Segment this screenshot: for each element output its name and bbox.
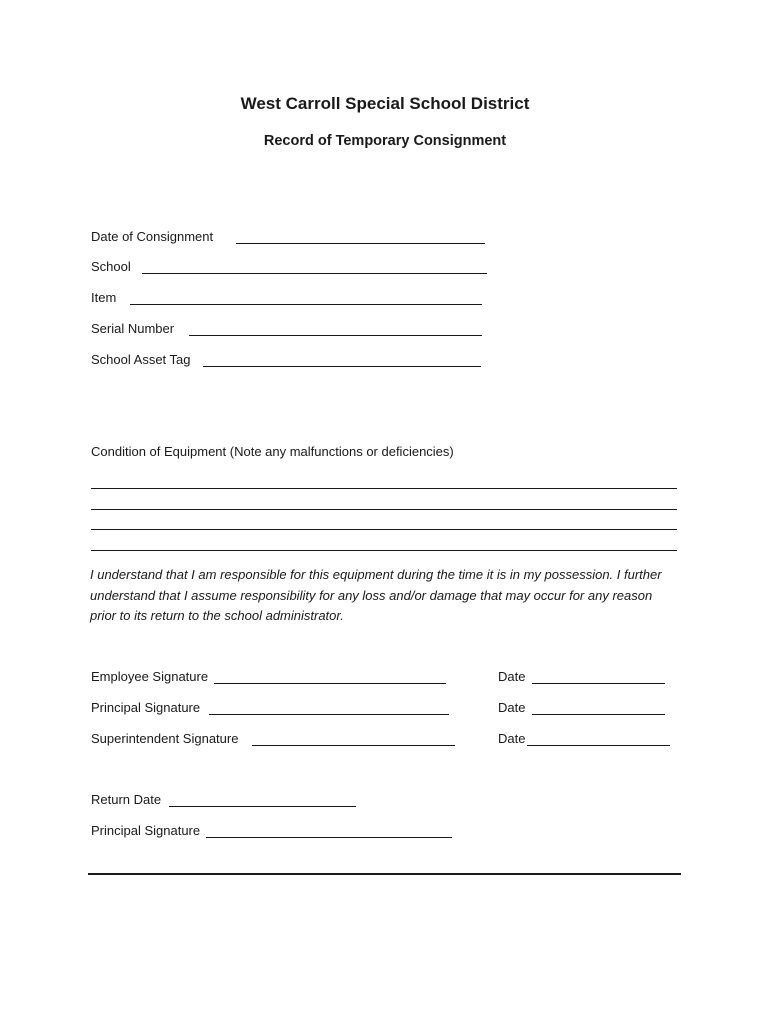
document-title: West Carroll Special School District bbox=[240, 94, 530, 113]
principal-signature-field[interactable] bbox=[209, 714, 449, 715]
serial-number-label: Serial Number bbox=[91, 321, 175, 336]
condition-line[interactable] bbox=[91, 529, 677, 530]
document-subtitle: Record of Temporary Consignment bbox=[263, 133, 507, 149]
principal-date-field[interactable] bbox=[532, 714, 665, 715]
condition-line[interactable] bbox=[91, 550, 677, 551]
principal-signature-label: Principal Signature bbox=[91, 700, 201, 715]
employee-date-field[interactable] bbox=[532, 683, 665, 684]
employee-signature-field[interactable] bbox=[214, 683, 446, 684]
return-date-label: Return Date bbox=[91, 792, 162, 807]
superintendent-date-label: Date bbox=[498, 731, 526, 746]
school-label: School bbox=[91, 259, 131, 274]
item-label: Item bbox=[91, 290, 117, 305]
school-field[interactable] bbox=[142, 273, 487, 274]
superintendent-signature-field[interactable] bbox=[252, 745, 455, 746]
principal-date-label: Date bbox=[498, 700, 526, 715]
serial-number-field[interactable] bbox=[189, 335, 482, 336]
superintendent-date-field[interactable] bbox=[527, 745, 670, 746]
condition-label: Condition of Equipment (Note any malfunctions or deficiencies) bbox=[91, 444, 454, 459]
date-of-consignment-field[interactable] bbox=[236, 243, 485, 244]
superintendent-signature-label: Superintendent Signature bbox=[91, 731, 239, 746]
employee-date-label: Date bbox=[498, 669, 526, 684]
bottom-divider bbox=[88, 873, 681, 875]
return-date-field[interactable] bbox=[169, 806, 356, 807]
item-field[interactable] bbox=[130, 304, 482, 305]
school-asset-tag-label: School Asset Tag bbox=[91, 352, 191, 367]
employee-signature-label: Employee Signature bbox=[91, 669, 209, 684]
date-of-consignment-label: Date of Consignment bbox=[91, 229, 214, 244]
return-principal-signature-label: Principal Signature bbox=[91, 823, 201, 838]
responsibility-statement: I understand that I am responsible for this equipment during the time it is in my possession. I further understand that I assume responsibility for any loss and/or damage that may occur for any reason prior to its return to the school administrator. bbox=[90, 567, 662, 623]
condition-line[interactable] bbox=[91, 488, 677, 489]
condition-line[interactable] bbox=[91, 509, 677, 510]
school-asset-tag-field[interactable] bbox=[203, 366, 481, 367]
return-principal-signature-field[interactable] bbox=[206, 837, 452, 838]
